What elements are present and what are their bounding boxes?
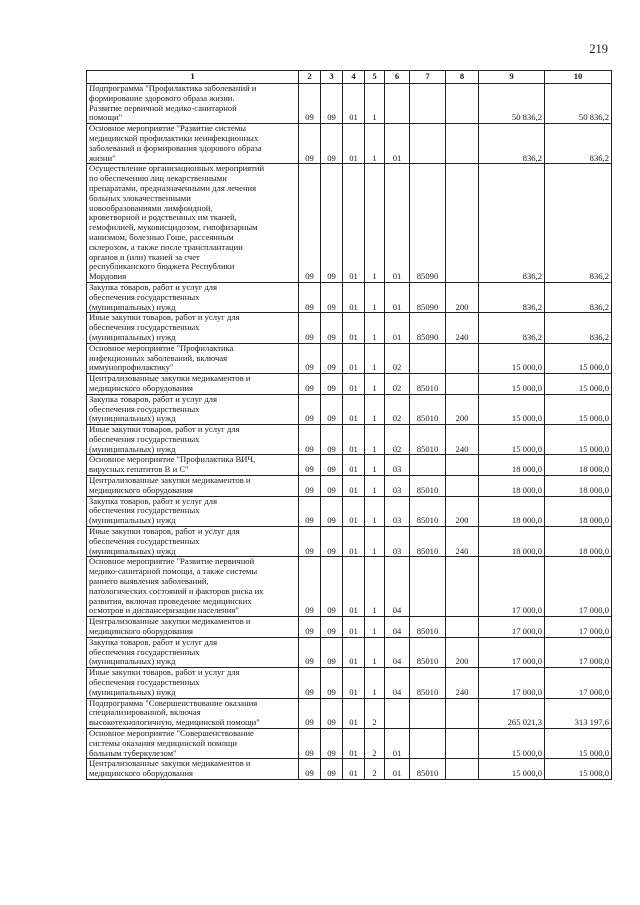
code-cell: 09	[321, 476, 343, 497]
code-cell	[446, 617, 479, 638]
code-cell	[410, 557, 446, 617]
code-cell	[410, 729, 446, 759]
code-cell: 240	[446, 313, 479, 343]
table-row	[87, 124, 612, 164]
code-cell: 85010	[410, 637, 446, 667]
code-cell: 09	[299, 164, 321, 283]
row-name-cell: Основное мероприятие "Совершенствование системы оказания медицинской помощи больным туберкулезом"	[87, 729, 299, 759]
code-cell: 09	[321, 84, 343, 124]
code-cell: 09	[299, 698, 321, 728]
code-cell: 09	[321, 455, 343, 476]
code-cell: 01	[343, 282, 365, 312]
amount-cell: 836,2	[545, 313, 612, 343]
code-cell: 02	[385, 374, 410, 395]
row-name-cell: Иные закупки товаров, работ и услуг для обеспечения государственных (муниципальных) нужд	[87, 527, 299, 557]
code-cell	[446, 476, 479, 497]
amount-cell: 18 000,0	[479, 455, 545, 476]
amount-cell: 15 000,0	[479, 374, 545, 395]
amount-cell: 18 000,0	[545, 527, 612, 557]
code-cell	[446, 84, 479, 124]
code-cell: 09	[321, 425, 343, 455]
code-cell: 01	[343, 668, 365, 698]
row-name-cell: Иные закупки товаров, работ и услуг для обеспечения государственных (муниципальных) нужд	[87, 668, 299, 698]
table-header	[87, 71, 612, 84]
row-name-cell: Основное мероприятие "Профилактика инфекционных заболеваний, включая иммунопрофилактику"	[87, 343, 299, 373]
code-cell: 200	[446, 394, 479, 424]
table-row	[87, 374, 612, 395]
header-cell: 8	[446, 71, 479, 84]
table-row	[87, 527, 612, 557]
code-cell: 03	[385, 476, 410, 497]
code-cell: 01	[343, 617, 365, 638]
code-cell: 85090	[410, 164, 446, 283]
header-cell: 7	[410, 71, 446, 84]
table-row	[87, 425, 612, 455]
code-cell: 09	[299, 374, 321, 395]
code-cell: 01	[343, 374, 365, 395]
code-cell: 09	[299, 425, 321, 455]
amount-cell: 17 000,0	[479, 617, 545, 638]
code-cell: 1	[365, 617, 385, 638]
amount-cell: 17 000,0	[479, 557, 545, 617]
code-cell: 1	[365, 164, 385, 283]
code-cell: 1	[365, 124, 385, 164]
code-cell: 04	[385, 617, 410, 638]
code-cell: 85010	[410, 496, 446, 526]
budget-table	[86, 70, 612, 780]
table-row	[87, 476, 612, 497]
code-cell: 09	[299, 455, 321, 476]
code-cell	[446, 455, 479, 476]
code-cell: 1	[365, 455, 385, 476]
code-cell: 1	[365, 374, 385, 395]
table-row	[87, 496, 612, 526]
amount-cell: 265 021,3	[479, 698, 545, 728]
amount-cell: 15 000,0	[479, 394, 545, 424]
amount-cell: 15 000,0	[545, 394, 612, 424]
header-cell: 4	[343, 71, 365, 84]
row-name-cell: Иные закупки товаров, работ и услуг для обеспечения государственных (муниципальных) нужд	[87, 425, 299, 455]
table-row	[87, 84, 612, 124]
row-name-cell: Подпрограмма "Совершенствование оказания специализированной, включая высокотехнологичную, медицинской помощи"	[87, 698, 299, 728]
code-cell: 09	[321, 374, 343, 395]
amount-cell: 836,2	[479, 313, 545, 343]
row-name-cell: Закупка товаров, работ и услуг для обеспечения государственных (муниципальных) нужд	[87, 282, 299, 312]
code-cell: 01	[343, 496, 365, 526]
amount-cell: 836,2	[479, 164, 545, 283]
code-cell: 1	[365, 637, 385, 667]
amount-cell: 18 000,0	[479, 476, 545, 497]
code-cell: 01	[343, 425, 365, 455]
code-cell: 01	[343, 124, 365, 164]
code-cell: 2	[365, 729, 385, 759]
amount-cell: 17 000,0	[479, 637, 545, 667]
code-cell: 01	[343, 759, 365, 780]
table-row	[87, 313, 612, 343]
code-cell: 09	[321, 124, 343, 164]
amount-cell: 18 000,0	[545, 496, 612, 526]
amount-cell: 50 836,2	[545, 84, 612, 124]
code-cell: 09	[299, 84, 321, 124]
code-cell: 01	[385, 282, 410, 312]
amount-cell: 15 000,0	[545, 759, 612, 780]
code-cell	[410, 455, 446, 476]
code-cell: 09	[321, 698, 343, 728]
amount-cell: 18 000,0	[479, 527, 545, 557]
amount-cell: 15 000,0	[545, 343, 612, 373]
code-cell: 240	[446, 425, 479, 455]
code-cell: 85010	[410, 374, 446, 395]
code-cell: 04	[385, 637, 410, 667]
code-cell: 85010	[410, 759, 446, 780]
amount-cell: 18 000,0	[545, 476, 612, 497]
amount-cell: 313 197,6	[545, 698, 612, 728]
code-cell: 09	[321, 527, 343, 557]
code-cell: 09	[321, 394, 343, 424]
amount-cell: 15 000,0	[479, 343, 545, 373]
code-cell: 09	[299, 313, 321, 343]
code-cell: 85010	[410, 668, 446, 698]
code-cell: 01	[385, 124, 410, 164]
code-cell: 09	[321, 343, 343, 373]
code-cell: 1	[365, 668, 385, 698]
code-cell: 09	[321, 637, 343, 667]
code-cell: 09	[321, 313, 343, 343]
code-cell	[410, 343, 446, 373]
code-cell: 09	[321, 282, 343, 312]
code-cell: 03	[385, 496, 410, 526]
amount-cell: 836,2	[479, 124, 545, 164]
code-cell: 09	[299, 729, 321, 759]
amount-cell: 17 000,0	[545, 557, 612, 617]
code-cell	[446, 698, 479, 728]
code-cell	[410, 124, 446, 164]
amount-cell: 17 000,0	[479, 668, 545, 698]
code-cell	[446, 164, 479, 283]
header-cell: 1	[87, 71, 299, 84]
amount-cell: 18 000,0	[545, 455, 612, 476]
code-cell: 01	[343, 313, 365, 343]
code-cell: 01	[343, 527, 365, 557]
code-cell: 04	[385, 668, 410, 698]
code-cell: 200	[446, 637, 479, 667]
code-cell: 85090	[410, 282, 446, 312]
code-cell: 2	[365, 698, 385, 728]
header-cell: 2	[299, 71, 321, 84]
table-row	[87, 759, 612, 780]
row-name-cell: Централизованные закупки медикаментов и медицинского оборудования	[87, 374, 299, 395]
amount-cell: 836,2	[545, 164, 612, 283]
code-cell: 01	[343, 343, 365, 373]
code-cell	[385, 698, 410, 728]
code-cell	[385, 84, 410, 124]
code-cell: 85010	[410, 425, 446, 455]
code-cell: 1	[365, 282, 385, 312]
code-cell	[446, 374, 479, 395]
code-cell: 01	[343, 729, 365, 759]
amount-cell: 15 000,0	[479, 759, 545, 780]
row-name-cell: Осуществление организационных мероприятий по обеспечению лиц лекарственными препаратами, предназначенными для лечения больных злокачественными новообразованиями лимфоидной, кроветворной и родственных им тканей, гемофилией, муковисцидозом, гипофизарным нанизмом, болезнью Гоше, рассеянным склерозом, а также после трансплантации органов и (или) тканей за счет республиканского бюджета Республики Мордовия	[87, 164, 299, 283]
table-row	[87, 455, 612, 476]
code-cell: 09	[321, 759, 343, 780]
code-cell: 01	[343, 84, 365, 124]
code-cell: 02	[385, 343, 410, 373]
amount-cell: 15 000,0	[479, 425, 545, 455]
code-cell: 09	[299, 124, 321, 164]
code-cell: 85010	[410, 617, 446, 638]
row-name-cell: Закупка товаров, работ и услуг для обеспечения государственных (муниципальных) нужд	[87, 637, 299, 667]
table-row	[87, 729, 612, 759]
row-name-cell: Централизованные закупки медикаментов и медицинского оборудования	[87, 617, 299, 638]
code-cell: 85010	[410, 527, 446, 557]
code-cell: 200	[446, 496, 479, 526]
amount-cell: 836,2	[479, 282, 545, 312]
amount-cell: 17 000,0	[545, 668, 612, 698]
row-name-cell: Основное мероприятие "Развитие первичной медико-санитарной помощи, а также системы раннего выявления заболеваний, патологических состояний и факторов риска их развития, включая проведение медицинских осмотров и диспансеризации населения"	[87, 557, 299, 617]
code-cell: 09	[299, 668, 321, 698]
code-cell: 1	[365, 496, 385, 526]
code-cell: 1	[365, 343, 385, 373]
code-cell: 1	[365, 557, 385, 617]
code-cell	[410, 698, 446, 728]
code-cell: 09	[321, 496, 343, 526]
code-cell: 1	[365, 476, 385, 497]
code-cell	[446, 729, 479, 759]
table-row	[87, 282, 612, 312]
table-row	[87, 668, 612, 698]
code-cell: 02	[385, 394, 410, 424]
header-cell: 10	[545, 71, 612, 84]
code-cell	[446, 343, 479, 373]
code-cell: 09	[321, 164, 343, 283]
amount-cell: 17 000,0	[545, 617, 612, 638]
page-number: 219	[589, 42, 608, 56]
header-cell: 6	[385, 71, 410, 84]
table-row	[87, 557, 612, 617]
row-name-cell: Централизованные закупки медикаментов и медицинского оборудования	[87, 759, 299, 780]
header-cell: 9	[479, 71, 545, 84]
amount-cell: 17 000,0	[545, 637, 612, 667]
code-cell: 01	[343, 637, 365, 667]
code-cell: 03	[385, 527, 410, 557]
amount-cell: 15 000,0	[479, 729, 545, 759]
code-cell: 09	[299, 557, 321, 617]
table-row	[87, 617, 612, 638]
row-name-cell: Иные закупки товаров, работ и услуг для обеспечения государственных (муниципальных) нужд	[87, 313, 299, 343]
code-cell: 09	[299, 476, 321, 497]
code-cell: 85010	[410, 394, 446, 424]
amount-cell: 15 000,0	[545, 729, 612, 759]
amount-cell: 18 000,0	[479, 496, 545, 526]
code-cell: 1	[365, 527, 385, 557]
code-cell: 01	[343, 557, 365, 617]
code-cell: 01	[343, 698, 365, 728]
code-cell: 200	[446, 282, 479, 312]
code-cell: 09	[321, 617, 343, 638]
code-cell: 1	[365, 394, 385, 424]
code-cell	[446, 557, 479, 617]
code-cell: 09	[299, 343, 321, 373]
code-cell: 85090	[410, 313, 446, 343]
row-name-cell: Основное мероприятие "Профилактика ВИЧ, вирусных гепатитов В и С"	[87, 455, 299, 476]
code-cell: 2	[365, 759, 385, 780]
amount-cell: 15 000,0	[545, 425, 612, 455]
table-row	[87, 164, 612, 283]
code-cell: 09	[299, 759, 321, 780]
code-cell: 240	[446, 668, 479, 698]
code-cell: 04	[385, 557, 410, 617]
code-cell: 09	[299, 496, 321, 526]
row-name-cell: Централизованные закупки медикаментов и медицинского оборудования	[87, 476, 299, 497]
table-row	[87, 343, 612, 373]
row-name-cell: Закупка товаров, работ и услуг для обеспечения государственных (муниципальных) нужд	[87, 394, 299, 424]
code-cell: 01	[385, 313, 410, 343]
code-cell: 01	[385, 164, 410, 283]
amount-cell: 836,2	[545, 282, 612, 312]
code-cell: 240	[446, 527, 479, 557]
code-cell	[446, 759, 479, 780]
code-cell: 01	[343, 394, 365, 424]
code-cell: 09	[299, 637, 321, 667]
header-cell: 3	[321, 71, 343, 84]
code-cell	[410, 84, 446, 124]
code-cell: 01	[343, 164, 365, 283]
table-row	[87, 698, 612, 728]
header-cell: 5	[365, 71, 385, 84]
code-cell: 01	[385, 729, 410, 759]
code-cell: 02	[385, 425, 410, 455]
row-name-cell: Подпрограмма "Профилактика заболеваний и формирование здорового образа жизни. Развитие первичной медико-санитарной помощи"	[87, 84, 299, 124]
code-cell: 09	[321, 557, 343, 617]
row-name-cell: Закупка товаров, работ и услуг для обеспечения государственных (муниципальных) нужд	[87, 496, 299, 526]
code-cell: 1	[365, 84, 385, 124]
code-cell: 01	[385, 759, 410, 780]
amount-cell: 50 836,2	[479, 84, 545, 124]
code-cell: 09	[299, 617, 321, 638]
code-cell: 1	[365, 425, 385, 455]
code-cell: 09	[299, 282, 321, 312]
code-cell: 09	[321, 729, 343, 759]
table-row	[87, 394, 612, 424]
amount-cell: 836,2	[545, 124, 612, 164]
code-cell: 09	[299, 394, 321, 424]
table-row	[87, 637, 612, 667]
code-cell: 09	[321, 668, 343, 698]
row-name-cell: Основное мероприятие "Развитие системы медицинской профилактики неинфекционных заболеваний и формирования здорового образа жизни"	[87, 124, 299, 164]
code-cell	[446, 124, 479, 164]
code-cell: 01	[343, 455, 365, 476]
code-cell: 1	[365, 313, 385, 343]
code-cell: 03	[385, 455, 410, 476]
code-cell: 85010	[410, 476, 446, 497]
code-cell: 09	[299, 527, 321, 557]
code-cell: 01	[343, 476, 365, 497]
amount-cell: 15 000,0	[545, 374, 612, 395]
